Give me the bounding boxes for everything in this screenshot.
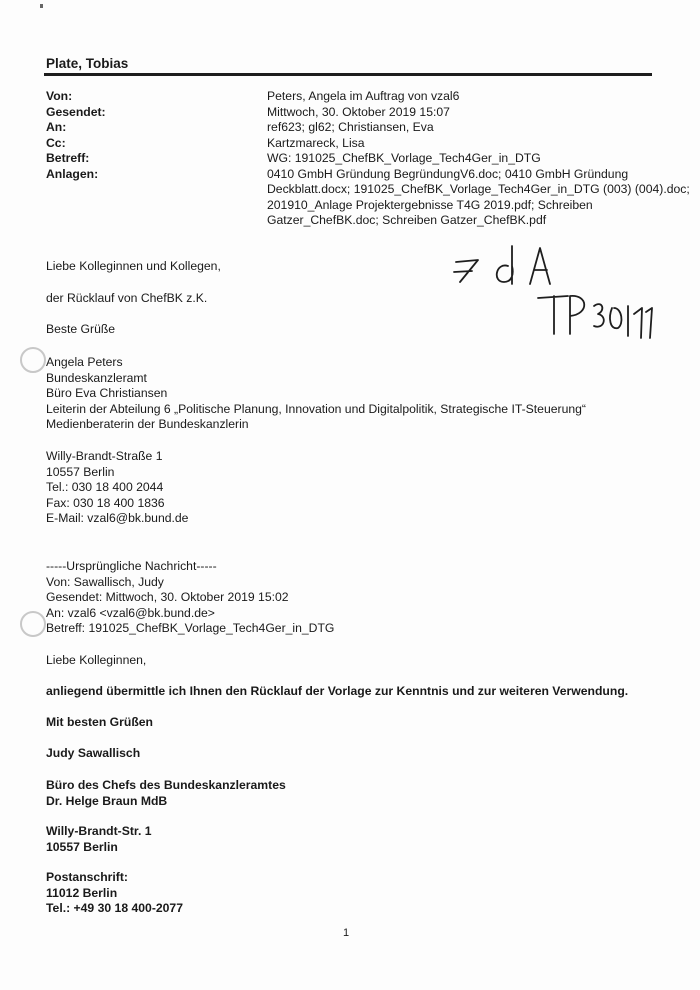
- value-from: Peters, Angela im Auftrag von vzal6: [267, 89, 460, 103]
- handwriting-d: [497, 246, 513, 284]
- handwriting-0: [610, 308, 621, 328]
- signature-office: Büro Eva Christiansen: [46, 386, 168, 400]
- signature-name: Angela Peters: [46, 355, 123, 369]
- postal-label: Postanschrift:: [46, 870, 128, 884]
- handwriting-z: [454, 260, 478, 282]
- label-attachments: Anlagen:: [46, 166, 99, 181]
- signature-role: Leiterin der Abteilung 6 „Politische Planung, Innovation und Digitalpolitik, Strategische IT-Steuerung“: [46, 401, 586, 416]
- message-body: der Rücklauf von ChefBK z.K.: [46, 291, 208, 305]
- signature-org: Bundeskanzleramt: [46, 370, 147, 385]
- handwriting-1a: [634, 308, 642, 338]
- value-subject: WG: 191025_ChefBK_Vorlage_Tech4Ger_in_DTG: [267, 151, 541, 165]
- original-message-block: [46, 559, 334, 637]
- postal-phone: Tel.: +49 30 18 400-2077: [46, 901, 183, 915]
- original-office-block: [46, 778, 286, 809]
- original-sent: Gesendet: Mittwoch, 30. Oktober 2019 15:02: [46, 590, 289, 604]
- original-body: anliegend übermittle ich Ihnen den Rücklauf der Vorlage zur Kenntnis und zur weiteren Verwendung.: [46, 684, 629, 698]
- closing: Beste Grüße: [46, 322, 116, 336]
- value-attachments-1: 0410 GmbH Gründung BegründungV6.doc; 0410 GmbH Gründung: [267, 166, 629, 181]
- original-greeting: Liebe Kolleginnen,: [46, 653, 147, 667]
- mailbox-owner: Plate, Tobias: [46, 56, 129, 71]
- original-subject: Betreff: 191025_ChefBK_Vorlage_Tech4Ger_in_DTG: [46, 621, 335, 635]
- handwriting-p: [570, 296, 584, 334]
- page-number: 1: [343, 927, 350, 939]
- label-sent: Gesendet:: [46, 104, 106, 119]
- contact-email: E-Mail: vzal6@bk.bund.de: [46, 511, 189, 525]
- value-sent: Mittwoch, 30. Oktober 2019 15:07: [267, 104, 450, 119]
- value-attachments-2: Deckblatt.docx; 191025_ChefBK_Vorlage_Tech4Ger_in_DTG (003) (004).doc;: [267, 182, 690, 196]
- contact-fax: Fax: 030 18 400 1836: [46, 495, 165, 510]
- label-to: An:: [46, 120, 67, 134]
- original-office: Büro des Chefs des Bundeskanzleramtes: [46, 778, 286, 792]
- handwriting-t: [538, 296, 568, 334]
- handwriting-3: [594, 304, 604, 327]
- contact-street: Willy-Brandt-Straße 1: [46, 449, 163, 463]
- header-values: [267, 89, 690, 229]
- handwriting-1b: [646, 308, 652, 338]
- label-cc: Cc:: [46, 135, 66, 150]
- original-to: An: vzal6 <vzal6@bk.bund.de>: [46, 605, 215, 620]
- greeting: Liebe Kolleginnen und Kollegen,: [46, 259, 221, 273]
- scan-smudge: [20, 611, 46, 637]
- original-separator: -----Ursprüngliche Nachricht-----: [46, 559, 217, 573]
- original-closing: Mit besten Grüßen: [46, 715, 153, 729]
- original-address-block: [46, 824, 152, 855]
- header-rule: [44, 73, 652, 76]
- scan-smudge: [20, 347, 46, 373]
- original-postal-block: [46, 870, 183, 917]
- original-street: Willy-Brandt-Str. 1: [46, 824, 152, 838]
- contact-block: [46, 449, 188, 527]
- contact-phone: Tel.: 030 18 400 2044: [46, 480, 164, 494]
- label-subject: Betreff:: [46, 151, 90, 165]
- value-attachments-3: 201910_Anlage Projektergebnisse T4G 2019.pdf; Schreiben: [267, 197, 593, 212]
- original-city: 10557 Berlin: [46, 839, 118, 854]
- header-labels: [46, 89, 106, 182]
- handwritten-annotation: [448, 238, 658, 348]
- value-to: ref623; gl62; Christiansen, Eva: [267, 120, 434, 134]
- contact-city: 10557 Berlin: [46, 464, 115, 479]
- label-from: Von:: [46, 89, 73, 103]
- signature-block: [46, 355, 586, 433]
- original-office-person: Dr. Helge Braun MdB: [46, 793, 168, 808]
- original-sender-name: Judy Sawallisch: [46, 746, 141, 760]
- signature-role-2: Medienberaterin der Bundeskanzlerin: [46, 417, 249, 431]
- value-attachments-4: Gatzer_ChefBK.doc; Schreiben Gatzer_ChefBK.pdf: [267, 213, 547, 227]
- postal-city: 11012 Berlin: [46, 885, 118, 900]
- value-cc: Kartzmareck, Lisa: [267, 135, 365, 150]
- original-from: Von: Sawallisch, Judy: [46, 574, 164, 589]
- handwriting-a: [530, 248, 550, 284]
- scan-mark: [40, 4, 43, 8]
